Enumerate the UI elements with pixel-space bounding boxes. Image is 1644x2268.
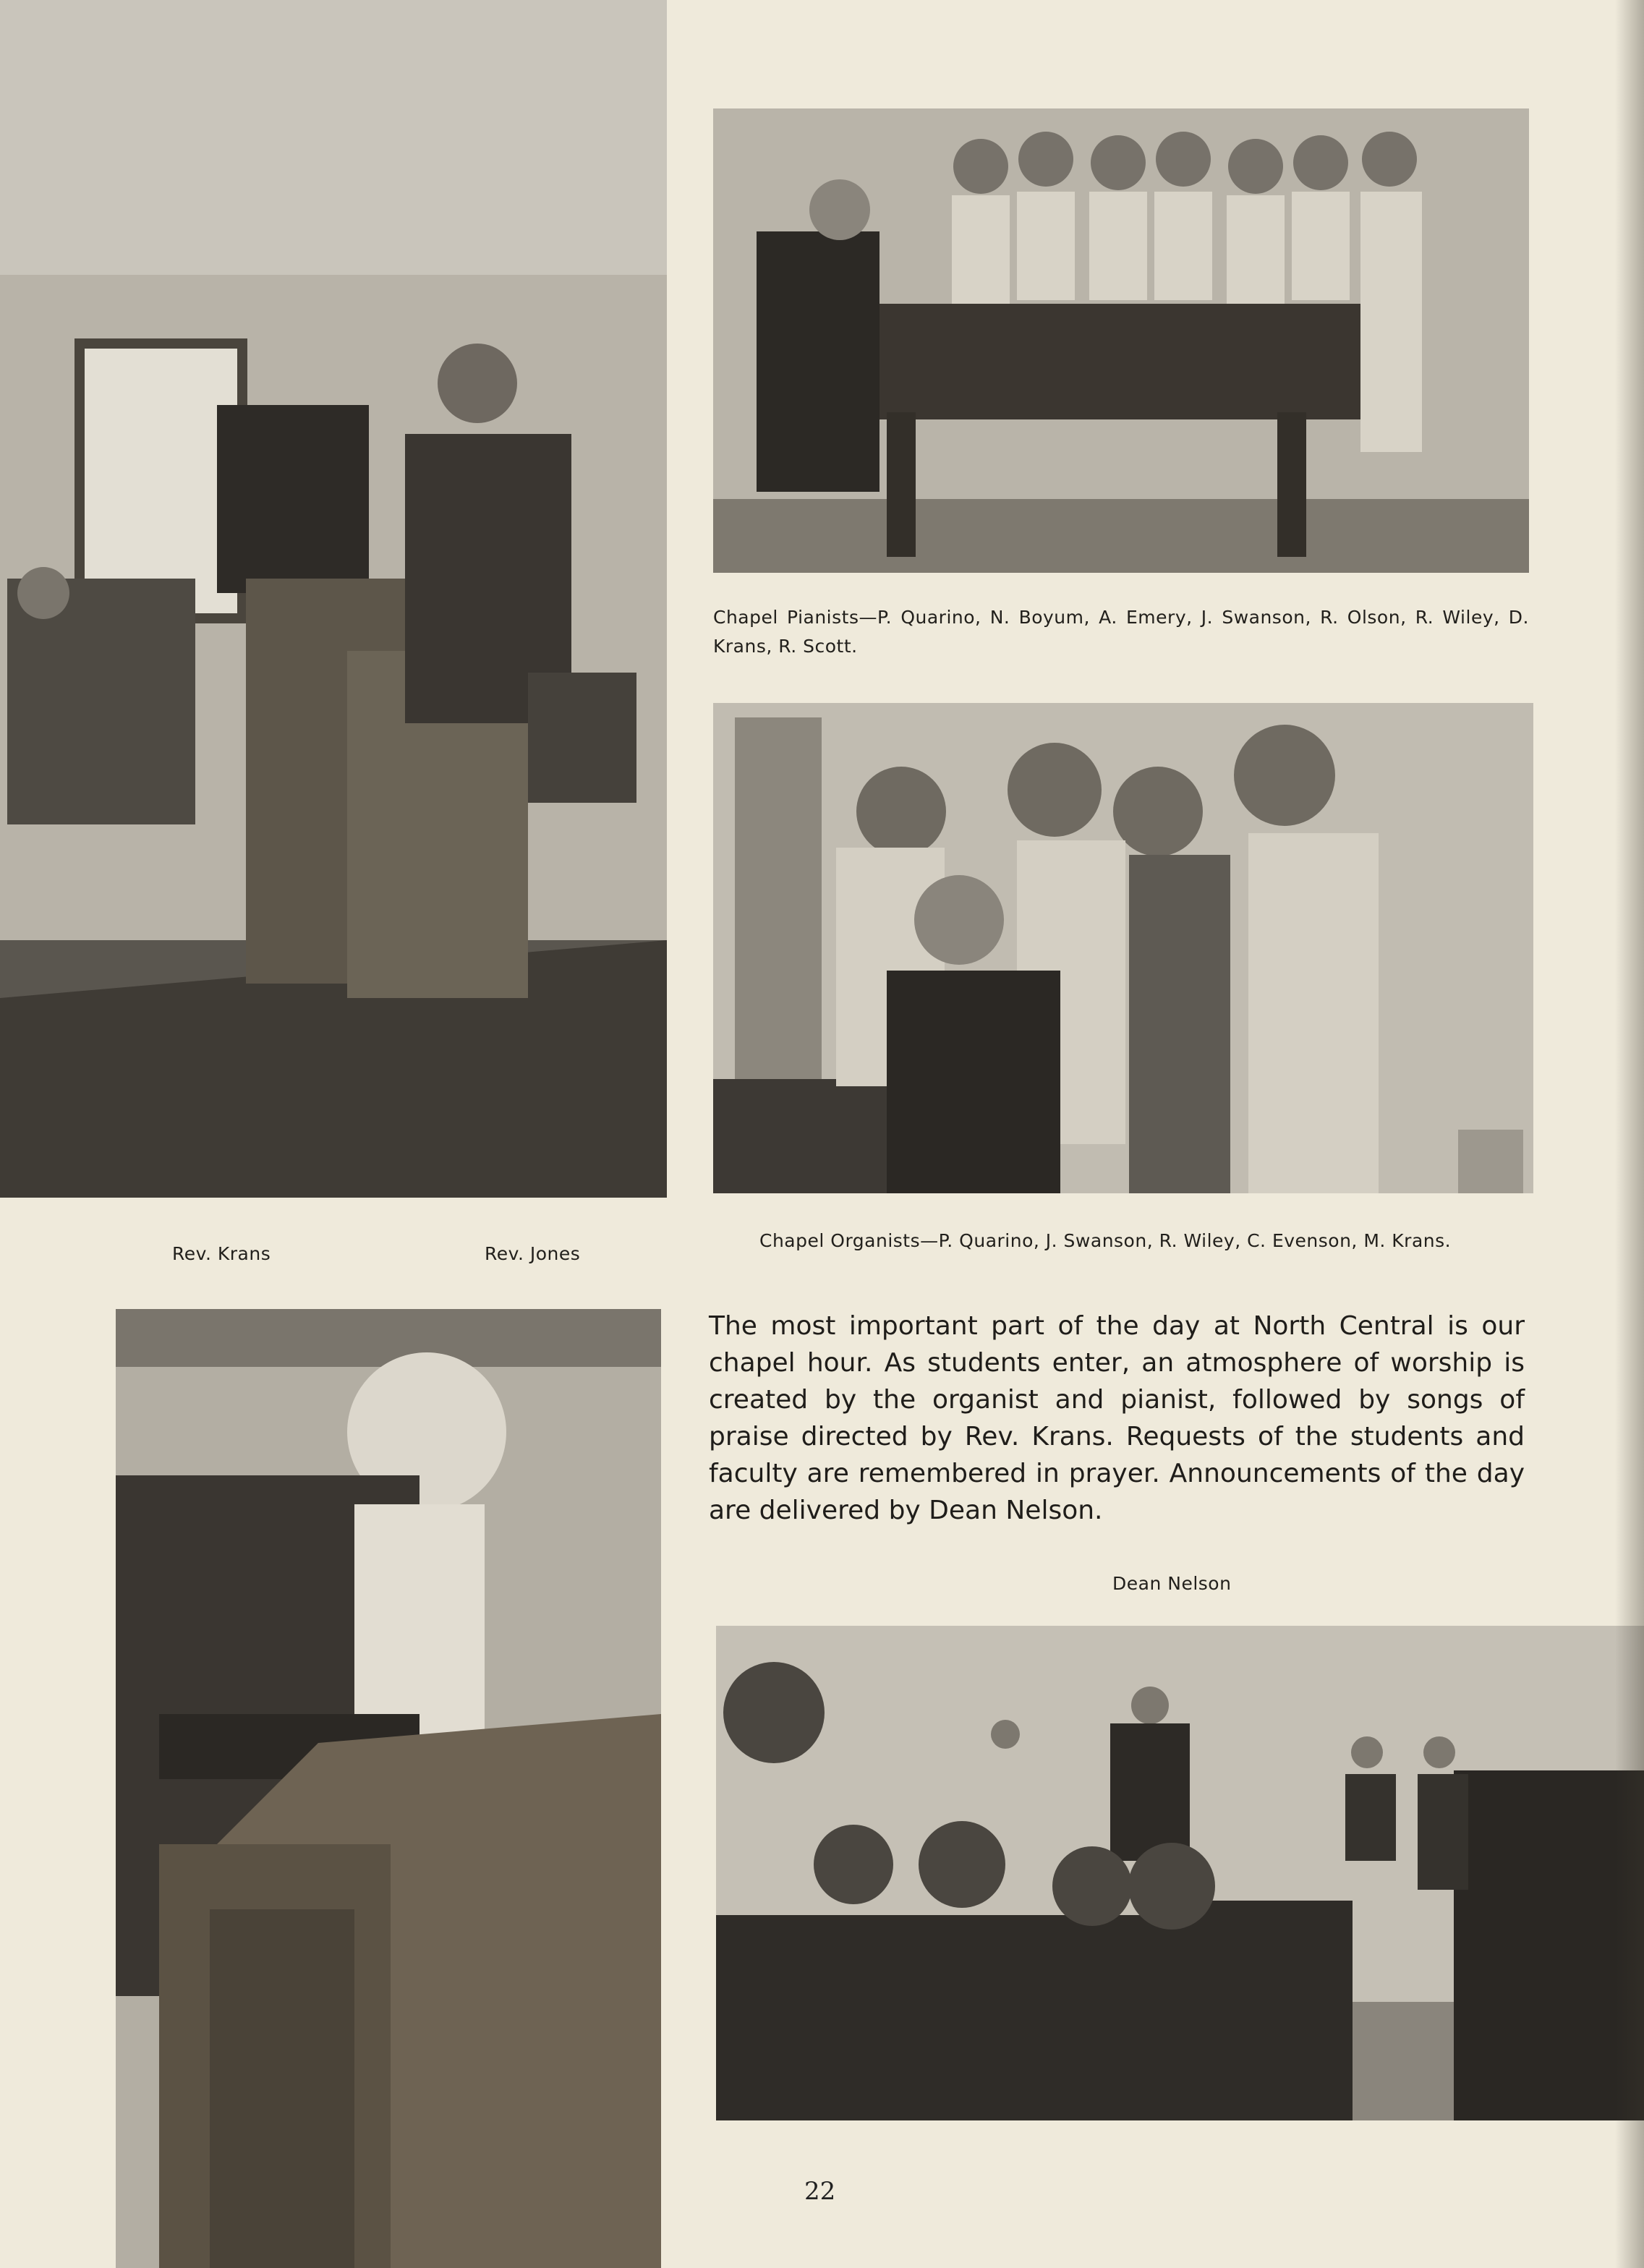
caption-rev-krans: Rev. Krans xyxy=(172,1243,271,1264)
photo-chapel-pianists xyxy=(713,108,1529,573)
caption-rev-jones: Rev. Jones xyxy=(485,1243,581,1264)
photo-rev-krans-pulpit xyxy=(0,0,667,1198)
caption-chapel-organists: Chapel Organists—P. Quarino, J. Swanson, R. Wiley, C. Evenson, M. Krans. xyxy=(759,1230,1452,1251)
caption-chapel-pianists: Chapel Pianists—P. Quarino, N. Boyum, A. Emery, J. Swanson, R. Olson, R. Wiley, D. Krans, R. Scott. xyxy=(713,607,1529,657)
photo-rev-jones xyxy=(116,1309,661,2268)
caption-dean-nelson: Dean Nelson xyxy=(1112,1573,1232,1594)
photo-chapel-organists xyxy=(713,703,1533,1193)
chapel-hour-description: The most important part of the day at North Central is our chapel hour. As students enter, an atmosphere of worship is created by the organist and pianist, followed by songs of praise directed by Rev. Krans. Requests of the students and faculty are remembered in prayer. Announcements of the day are delivered by Dean Nelson. xyxy=(709,1311,1525,1525)
page-number: 22 xyxy=(804,2177,836,2206)
photo-dean-nelson-chapel xyxy=(716,1626,1644,2120)
page-edge-shadow xyxy=(1615,0,1644,2268)
